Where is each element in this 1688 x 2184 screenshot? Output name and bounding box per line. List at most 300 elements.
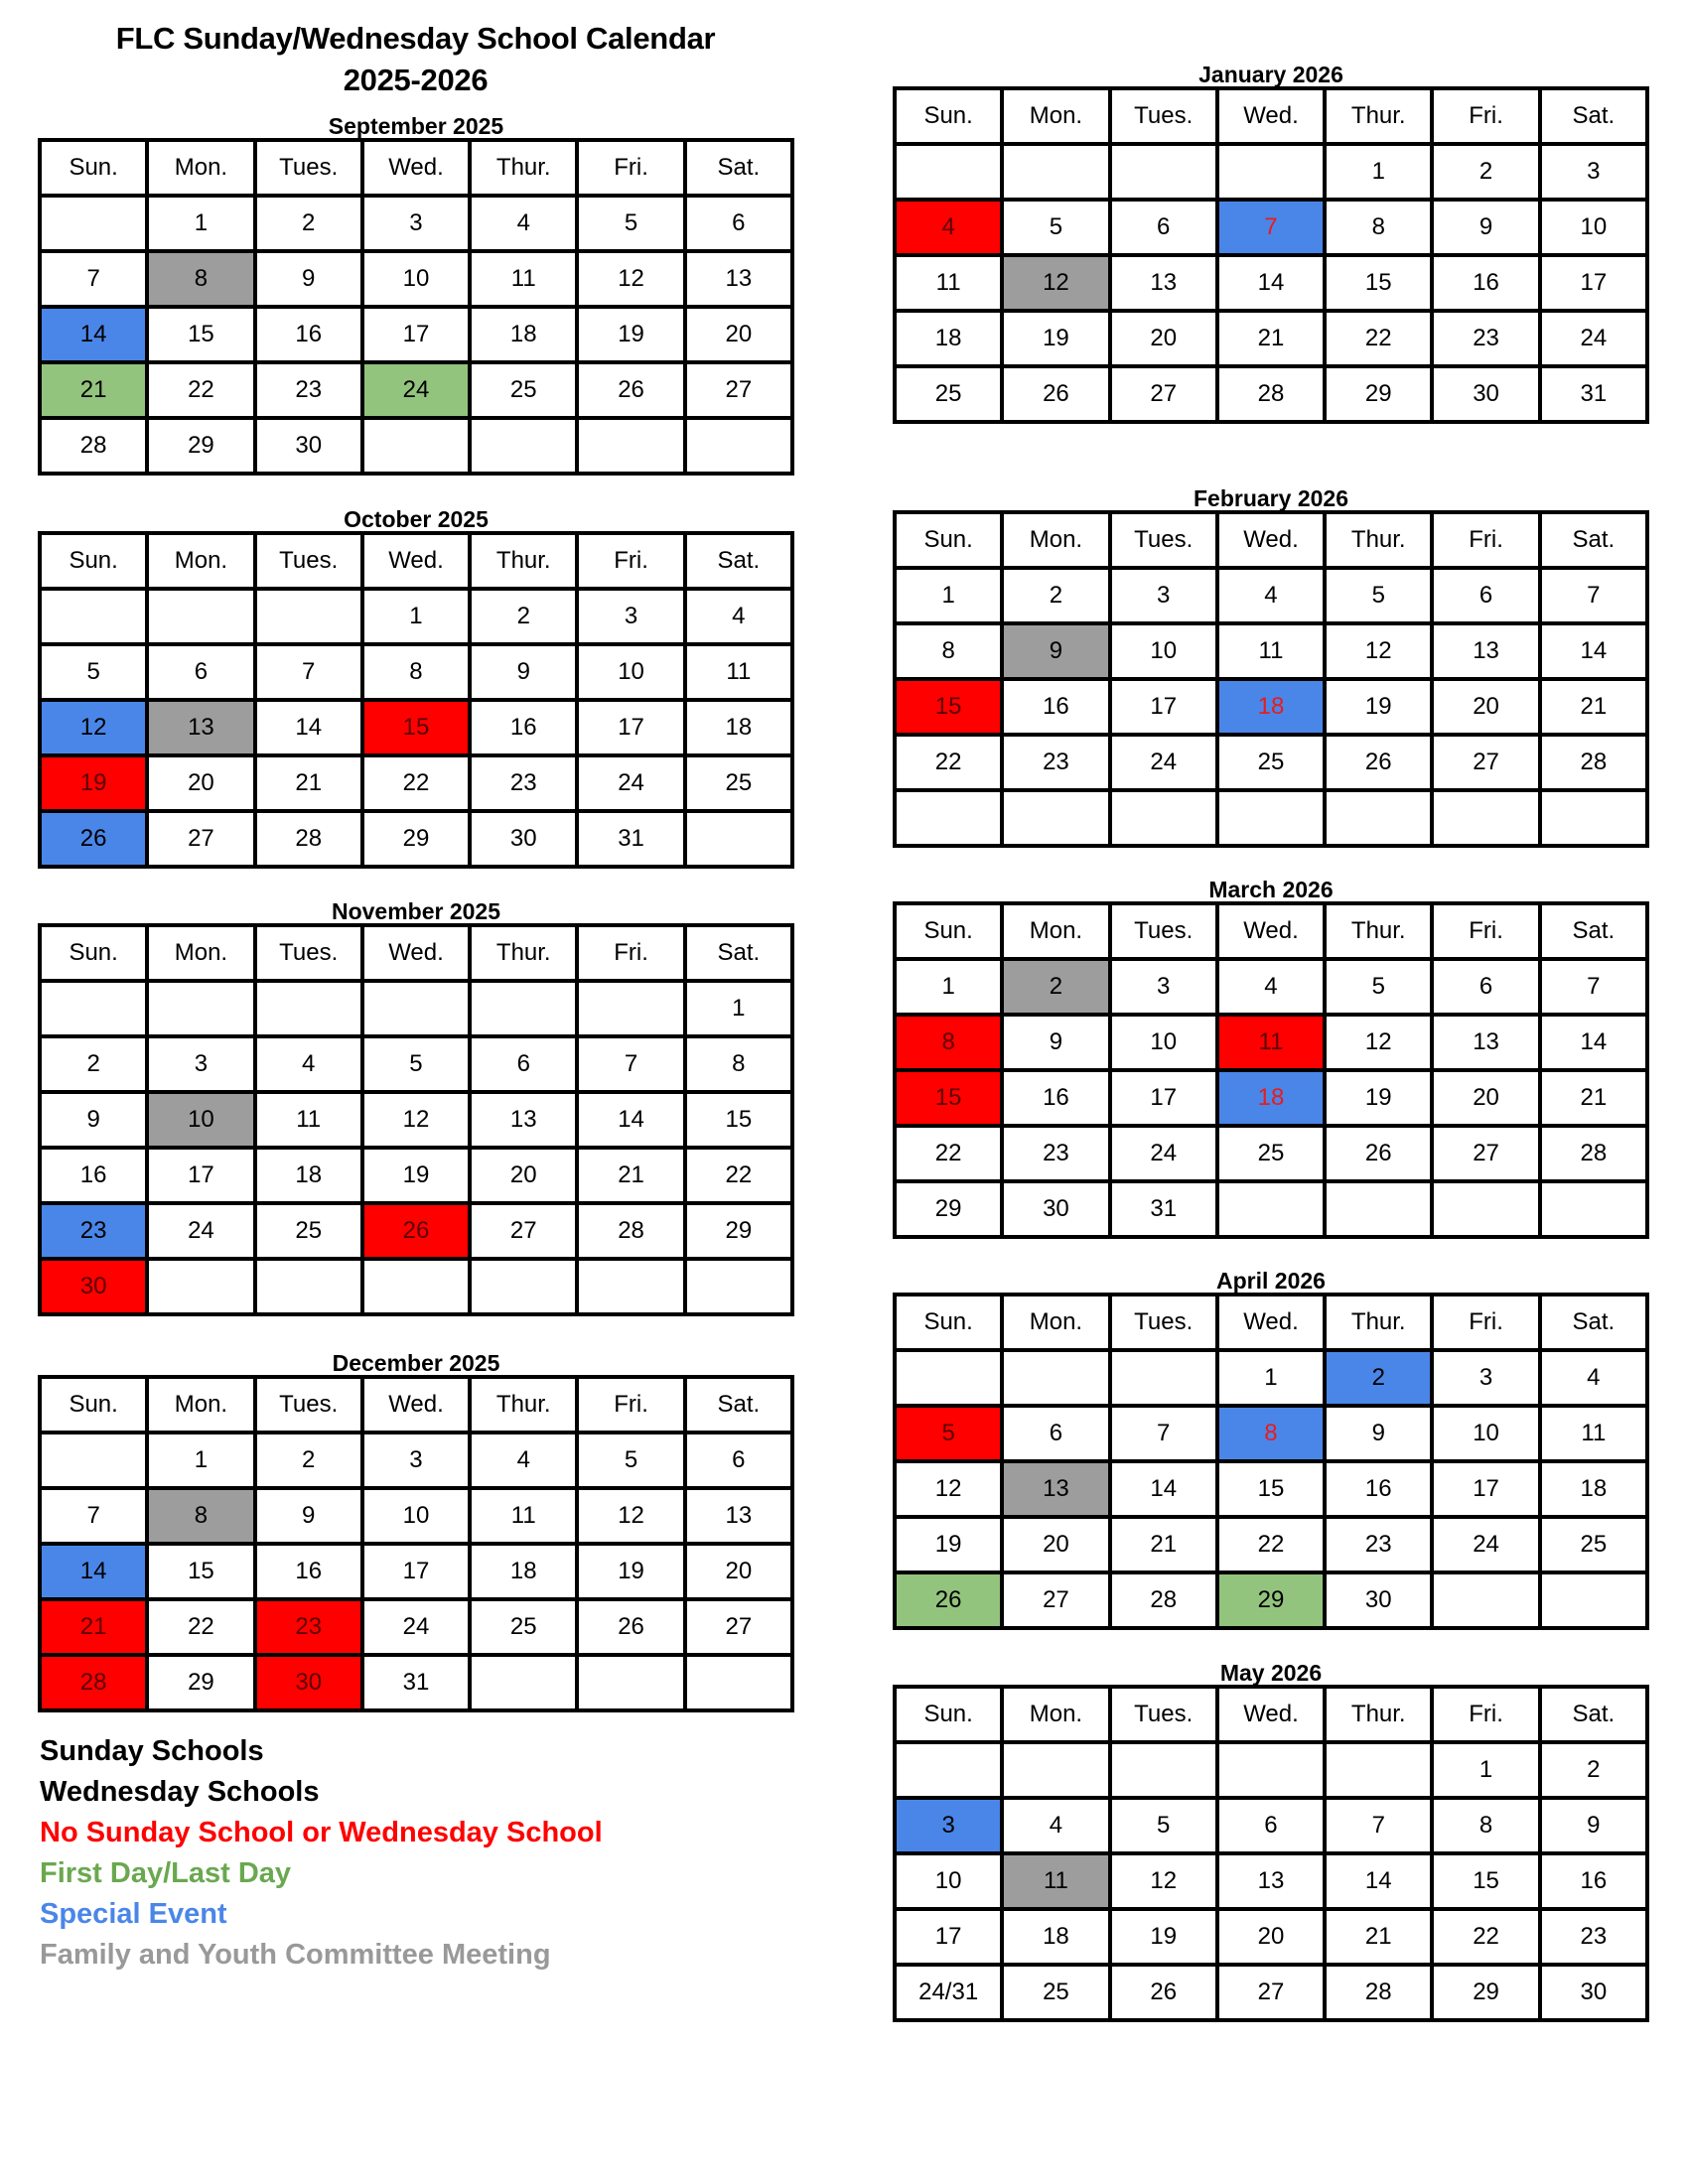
- week-row: [895, 679, 1647, 735]
- day-cell: 5: [40, 644, 147, 700]
- empty-day-cell: [1002, 1742, 1109, 1798]
- weekday-header: Sat.: [1540, 1295, 1647, 1350]
- day-cell: 28: [1540, 1126, 1647, 1181]
- month-calendar: [893, 1268, 1649, 1630]
- empty-day-cell: [255, 981, 362, 1036]
- day-cell: 10: [577, 644, 684, 700]
- month-title: February 2026: [1194, 485, 1348, 511]
- day-cell: 20: [147, 755, 254, 811]
- weekday-header: Mon.: [1002, 512, 1109, 568]
- day-cell: 27: [685, 362, 792, 418]
- week-row: [40, 1092, 792, 1148]
- day-cell: 14: [1540, 623, 1647, 679]
- weekday-header-row: [40, 1377, 792, 1433]
- calendar-grid: [38, 531, 794, 869]
- day-cell: 21: [1110, 1517, 1217, 1572]
- calendar-grid: [893, 901, 1649, 1239]
- day-cell-no-school: 21: [40, 1599, 147, 1655]
- empty-day-cell: [685, 418, 792, 474]
- day-cell: 25: [1540, 1517, 1647, 1572]
- day-cell-committee-meeting: 8: [147, 251, 254, 307]
- legend-item-no-school: No Sunday School or Wednesday School: [40, 1817, 603, 1848]
- weekday-header-row: [895, 1295, 1647, 1350]
- day-cell: 2: [255, 1433, 362, 1488]
- week-row: [895, 1853, 1647, 1909]
- day-cell: 18: [470, 307, 577, 362]
- week-row: [40, 1544, 792, 1599]
- day-cell: 8: [362, 644, 470, 700]
- day-cell: 17: [362, 1544, 470, 1599]
- day-cell: 21: [1540, 1070, 1647, 1126]
- day-cell: 13: [1110, 255, 1217, 311]
- weekday-header: Fri.: [577, 533, 684, 589]
- day-cell: 11: [255, 1092, 362, 1148]
- weekday-header-row: [895, 1687, 1647, 1742]
- weekday-header: Sun.: [895, 88, 1002, 144]
- day-cell: 19: [1002, 311, 1109, 366]
- weekday-header: Sun.: [40, 925, 147, 981]
- week-row: [40, 1148, 792, 1203]
- week-row: [40, 700, 792, 755]
- empty-day-cell: [1217, 1742, 1325, 1798]
- day-cell: 24: [1110, 1126, 1217, 1181]
- day-cell: 18: [1002, 1909, 1109, 1965]
- weekday-header: Wed.: [362, 140, 470, 196]
- day-cell: 7: [255, 644, 362, 700]
- day-cell: 10: [1110, 1015, 1217, 1070]
- empty-day-cell: [1432, 1181, 1539, 1237]
- weekday-header: Thur.: [1325, 88, 1432, 144]
- day-cell: 19: [1325, 679, 1432, 735]
- empty-day-cell: [1540, 790, 1647, 846]
- day-cell: 23: [1002, 735, 1109, 790]
- empty-day-cell: [470, 418, 577, 474]
- day-cell: 15: [1432, 1853, 1539, 1909]
- day-cell: 11: [1217, 623, 1325, 679]
- day-cell: 24: [147, 1203, 254, 1259]
- day-cell: 17: [362, 307, 470, 362]
- month-title: November 2025: [331, 898, 501, 924]
- week-row: [895, 1798, 1647, 1853]
- empty-day-cell: [685, 1655, 792, 1710]
- day-cell: 3: [362, 196, 470, 251]
- day-cell: 30: [1540, 1965, 1647, 2020]
- weekday-header: Thur.: [470, 1377, 577, 1433]
- week-row: [40, 644, 792, 700]
- weekday-header: Mon.: [147, 533, 254, 589]
- empty-day-cell: [577, 981, 684, 1036]
- day-cell: 19: [1110, 1909, 1217, 1965]
- weekday-header: Sun.: [40, 533, 147, 589]
- day-cell: 3: [1432, 1350, 1539, 1406]
- empty-day-cell: [895, 1350, 1002, 1406]
- day-cell: 22: [147, 1599, 254, 1655]
- day-cell: 27: [1432, 735, 1539, 790]
- day-cell-first-last-day: 26: [895, 1572, 1002, 1628]
- empty-day-cell: [1217, 144, 1325, 200]
- day-cell: 20: [1110, 311, 1217, 366]
- day-cell-special-event: 26: [40, 811, 147, 867]
- day-cell: 15: [1217, 1461, 1325, 1517]
- empty-day-cell: [895, 790, 1002, 846]
- weekday-header: Mon.: [1002, 1295, 1109, 1350]
- day-cell: 3: [362, 1433, 470, 1488]
- day-cell: 16: [1432, 255, 1539, 311]
- month-calendar: [893, 62, 1649, 424]
- day-cell: 21: [1540, 679, 1647, 735]
- weekday-header: Sat.: [1540, 1687, 1647, 1742]
- day-cell: 7: [577, 1036, 684, 1092]
- day-cell: 21: [1325, 1909, 1432, 1965]
- weekday-header: Wed.: [1217, 1687, 1325, 1742]
- weekday-header: Sat.: [685, 1377, 792, 1433]
- day-cell-special-event: 18: [1217, 679, 1325, 735]
- empty-day-cell: [1432, 1572, 1539, 1628]
- week-row: [895, 1015, 1647, 1070]
- weekday-header: Mon.: [147, 1377, 254, 1433]
- week-row: [895, 311, 1647, 366]
- weekday-header: Wed.: [1217, 512, 1325, 568]
- day-cell-first-last-day: 21: [40, 362, 147, 418]
- day-cell: 22: [1325, 311, 1432, 366]
- day-cell: 27: [1110, 366, 1217, 422]
- empty-day-cell: [470, 981, 577, 1036]
- day-cell: 7: [1325, 1798, 1432, 1853]
- day-cell: 13: [470, 1092, 577, 1148]
- month-title: April 2026: [1216, 1268, 1326, 1294]
- empty-day-cell: [577, 418, 684, 474]
- week-row: [40, 981, 792, 1036]
- empty-day-cell: [685, 811, 792, 867]
- day-cell: 4: [470, 1433, 577, 1488]
- day-cell: 23: [255, 362, 362, 418]
- day-cell-no-school: 4: [895, 200, 1002, 255]
- day-cell: 29: [685, 1203, 792, 1259]
- day-cell: 28: [1110, 1572, 1217, 1628]
- day-cell: 7: [1110, 1406, 1217, 1461]
- calendar-grid: [893, 1293, 1649, 1630]
- empty-day-cell: [1002, 144, 1109, 200]
- day-cell-special-event: 3: [895, 1798, 1002, 1853]
- day-cell: 4: [470, 196, 577, 251]
- weekday-header: Fri.: [1432, 1687, 1539, 1742]
- month-calendar: [38, 506, 794, 869]
- empty-day-cell: [40, 1433, 147, 1488]
- weekday-header: Fri.: [1432, 903, 1539, 959]
- day-cell: 10: [362, 1488, 470, 1544]
- day-cell: 3: [577, 589, 684, 644]
- day-cell: 31: [362, 1655, 470, 1710]
- day-cell: 15: [1325, 255, 1432, 311]
- day-cell: 8: [1432, 1798, 1539, 1853]
- weekday-header: Wed.: [362, 925, 470, 981]
- day-cell: 31: [1540, 366, 1647, 422]
- empty-day-cell: [1217, 1181, 1325, 1237]
- day-cell: 10: [895, 1853, 1002, 1909]
- day-cell: 23: [1540, 1909, 1647, 1965]
- day-cell: 8: [1325, 200, 1432, 255]
- week-row: [895, 735, 1647, 790]
- day-cell: 20: [1002, 1517, 1109, 1572]
- day-cell: 27: [1432, 1126, 1539, 1181]
- week-row: [895, 959, 1647, 1015]
- day-cell: 30: [1002, 1181, 1109, 1237]
- day-cell: 17: [895, 1909, 1002, 1965]
- day-cell-no-school: 30: [255, 1655, 362, 1710]
- day-cell: 6: [1002, 1406, 1109, 1461]
- empty-day-cell: [40, 981, 147, 1036]
- day-cell-committee-meeting: 9: [1002, 623, 1109, 679]
- week-row: [40, 251, 792, 307]
- day-cell: 28: [1540, 735, 1647, 790]
- day-cell: 4: [255, 1036, 362, 1092]
- month-calendar: [38, 1350, 794, 1712]
- month-title: January 2026: [1198, 62, 1343, 87]
- document-title: [38, 18, 793, 101]
- weekday-header: Wed.: [1217, 1295, 1325, 1350]
- day-cell-no-school: 19: [40, 755, 147, 811]
- day-cell: 9: [1002, 1015, 1109, 1070]
- day-cell: 7: [40, 1488, 147, 1544]
- day-cell: 14: [1325, 1853, 1432, 1909]
- weekday-header: Mon.: [1002, 903, 1109, 959]
- weekday-header: Sat.: [1540, 88, 1647, 144]
- month-title: October 2025: [344, 506, 489, 532]
- empty-day-cell: [1110, 144, 1217, 200]
- day-cell: 28: [255, 811, 362, 867]
- day-cell: 12: [895, 1461, 1002, 1517]
- day-cell: 3: [1540, 144, 1647, 200]
- day-cell-special-event: 2: [1325, 1350, 1432, 1406]
- week-row: [40, 1488, 792, 1544]
- day-cell: 25: [1217, 735, 1325, 790]
- day-cell: 19: [362, 1148, 470, 1203]
- week-row: [895, 144, 1647, 200]
- day-cell: 7: [1540, 959, 1647, 1015]
- empty-day-cell: [1002, 1350, 1109, 1406]
- day-cell: 1: [147, 196, 254, 251]
- day-cell: 5: [1325, 568, 1432, 623]
- title-line-1: FLC Sunday/Wednesday School Calendar: [115, 21, 716, 56]
- day-cell: 6: [685, 1433, 792, 1488]
- weekday-header: Wed.: [362, 533, 470, 589]
- day-cell: 29: [1432, 1965, 1539, 2020]
- weekday-header-row: [40, 533, 792, 589]
- weekday-header: Sat.: [1540, 512, 1647, 568]
- day-cell-committee-meeting: 12: [1002, 255, 1109, 311]
- day-cell-no-school: 15: [362, 700, 470, 755]
- day-cell: 23: [1432, 311, 1539, 366]
- month-calendar: [38, 113, 794, 476]
- day-cell: 14: [1110, 1461, 1217, 1517]
- day-cell: 26: [577, 1599, 684, 1655]
- empty-day-cell: [1217, 790, 1325, 846]
- weekday-header: Fri.: [1432, 512, 1539, 568]
- weekday-header-row: [40, 140, 792, 196]
- empty-day-cell: [1325, 1181, 1432, 1237]
- day-cell: 19: [577, 307, 684, 362]
- week-row: [895, 1406, 1647, 1461]
- day-cell: 25: [895, 366, 1002, 422]
- weekday-header: Mon.: [1002, 1687, 1109, 1742]
- weekday-header: Tues.: [1110, 1687, 1217, 1742]
- day-cell: 19: [895, 1517, 1002, 1572]
- week-row: [895, 200, 1647, 255]
- day-cell: 7: [1540, 568, 1647, 623]
- day-cell: 12: [577, 1488, 684, 1544]
- day-cell: 20: [1217, 1909, 1325, 1965]
- day-cell: 13: [1217, 1853, 1325, 1909]
- empty-day-cell: [1002, 790, 1109, 846]
- day-cell: 30: [1432, 366, 1539, 422]
- legend-item-first-last-day: First Day/Last Day: [40, 1857, 292, 1889]
- weekday-header: Sat.: [1540, 903, 1647, 959]
- day-cell: 26: [577, 362, 684, 418]
- day-cell-special-event: 12: [40, 700, 147, 755]
- weekday-header: Wed.: [362, 1377, 470, 1433]
- weekday-header: Sun.: [895, 903, 1002, 959]
- day-cell: 24: [1540, 311, 1647, 366]
- day-cell: 23: [1325, 1517, 1432, 1572]
- week-row: [895, 568, 1647, 623]
- month-title: March 2026: [1208, 877, 1334, 902]
- day-cell: 30: [255, 418, 362, 474]
- day-cell: 16: [1002, 679, 1109, 735]
- day-cell-no-school: 15: [895, 1070, 1002, 1126]
- day-cell-no-school: 8: [895, 1015, 1002, 1070]
- day-cell: 14: [577, 1092, 684, 1148]
- day-cell: 17: [1110, 679, 1217, 735]
- day-cell: 22: [895, 1126, 1002, 1181]
- day-cell: 17: [577, 700, 684, 755]
- empty-day-cell: [1325, 1742, 1432, 1798]
- day-cell: 26: [1110, 1965, 1217, 2020]
- day-cell: 21: [577, 1148, 684, 1203]
- day-cell: 2: [1002, 568, 1109, 623]
- day-cell: 6: [1432, 959, 1539, 1015]
- day-cell: 6: [1432, 568, 1539, 623]
- day-cell: 17: [1110, 1070, 1217, 1126]
- day-cell-special-event: 14: [40, 1544, 147, 1599]
- empty-day-cell: [255, 1259, 362, 1314]
- day-cell: 16: [1325, 1461, 1432, 1517]
- weekday-header: Tues.: [1110, 512, 1217, 568]
- weekday-header-row: [895, 512, 1647, 568]
- day-cell: 13: [685, 251, 792, 307]
- day-cell: 3: [1110, 568, 1217, 623]
- day-cell-no-school: 11: [1217, 1015, 1325, 1070]
- day-cell-committee-meeting: 10: [147, 1092, 254, 1148]
- day-cell: 10: [1110, 623, 1217, 679]
- empty-day-cell: [147, 589, 254, 644]
- title-line-2: 2025-2026: [343, 63, 489, 97]
- weekday-header: Thur.: [470, 140, 577, 196]
- empty-day-cell: [895, 144, 1002, 200]
- day-cell: 28: [577, 1203, 684, 1259]
- day-cell-committee-meeting: 8: [147, 1488, 254, 1544]
- day-cell: 14: [1540, 1015, 1647, 1070]
- legend-item-wednesday-schools: Wednesday Schools: [40, 1776, 320, 1808]
- day-cell: 4: [1217, 959, 1325, 1015]
- day-cell: 11: [685, 644, 792, 700]
- week-row: [40, 1203, 792, 1259]
- weekday-header: Thur.: [470, 533, 577, 589]
- day-cell: 28: [1325, 1965, 1432, 2020]
- month-title: May 2026: [1219, 1660, 1323, 1686]
- day-cell: 12: [1110, 1853, 1217, 1909]
- day-cell: 21: [1217, 311, 1325, 366]
- weekday-header: Mon.: [147, 925, 254, 981]
- day-cell: 29: [895, 1181, 1002, 1237]
- empty-day-cell: [362, 1259, 470, 1314]
- day-cell: 30: [1325, 1572, 1432, 1628]
- week-row: [40, 418, 792, 474]
- day-cell: 20: [685, 307, 792, 362]
- day-cell: 4: [1217, 568, 1325, 623]
- empty-day-cell: [685, 1259, 792, 1314]
- week-row: [40, 755, 792, 811]
- week-row: [40, 1036, 792, 1092]
- legend-item-committee-meeting: Family and Youth Committee Meeting: [40, 1939, 551, 1971]
- month-calendar: [893, 877, 1649, 1239]
- day-cell: 18: [895, 311, 1002, 366]
- day-cell: 27: [147, 811, 254, 867]
- weekday-header-row: [895, 88, 1647, 144]
- week-row: [40, 1599, 792, 1655]
- week-row: [40, 307, 792, 362]
- day-cell: 21: [255, 755, 362, 811]
- week-row: [895, 1461, 1647, 1517]
- day-cell: 15: [685, 1092, 792, 1148]
- week-row: [895, 1350, 1647, 1406]
- weekday-header: Fri.: [577, 925, 684, 981]
- day-cell: 16: [255, 307, 362, 362]
- weekday-header: Tues.: [255, 925, 362, 981]
- day-cell: 13: [1432, 623, 1539, 679]
- day-cell: 22: [685, 1148, 792, 1203]
- empty-day-cell: [470, 1655, 577, 1710]
- day-cell-no-school: 26: [362, 1203, 470, 1259]
- day-cell: 15: [147, 1544, 254, 1599]
- day-cell: 31: [577, 811, 684, 867]
- day-cell: 2: [1540, 1742, 1647, 1798]
- week-row: [40, 1433, 792, 1488]
- day-cell: 24: [1432, 1517, 1539, 1572]
- weekday-header: Fri.: [1432, 88, 1539, 144]
- day-cell: 9: [1325, 1406, 1432, 1461]
- week-row: [895, 1572, 1647, 1628]
- empty-day-cell: [577, 1655, 684, 1710]
- empty-day-cell: [1325, 790, 1432, 846]
- legend-item-sunday-schools: Sunday Schools: [40, 1735, 264, 1767]
- day-cell: 3: [147, 1036, 254, 1092]
- day-cell-committee-meeting: 13: [147, 700, 254, 755]
- day-cell-first-last-day: 29: [1217, 1572, 1325, 1628]
- empty-day-cell: [1540, 1181, 1647, 1237]
- day-cell: 20: [1432, 1070, 1539, 1126]
- day-cell: 22: [362, 755, 470, 811]
- day-cell: 16: [1002, 1070, 1109, 1126]
- day-cell: 15: [147, 307, 254, 362]
- day-cell: 18: [470, 1544, 577, 1599]
- weekday-header: Sun.: [40, 140, 147, 196]
- day-cell: 30: [470, 811, 577, 867]
- day-cell: 6: [1217, 1798, 1325, 1853]
- month-calendar: [893, 485, 1649, 848]
- day-cell: 5: [577, 1433, 684, 1488]
- weekday-header: Fri.: [577, 140, 684, 196]
- day-cell: 1: [895, 568, 1002, 623]
